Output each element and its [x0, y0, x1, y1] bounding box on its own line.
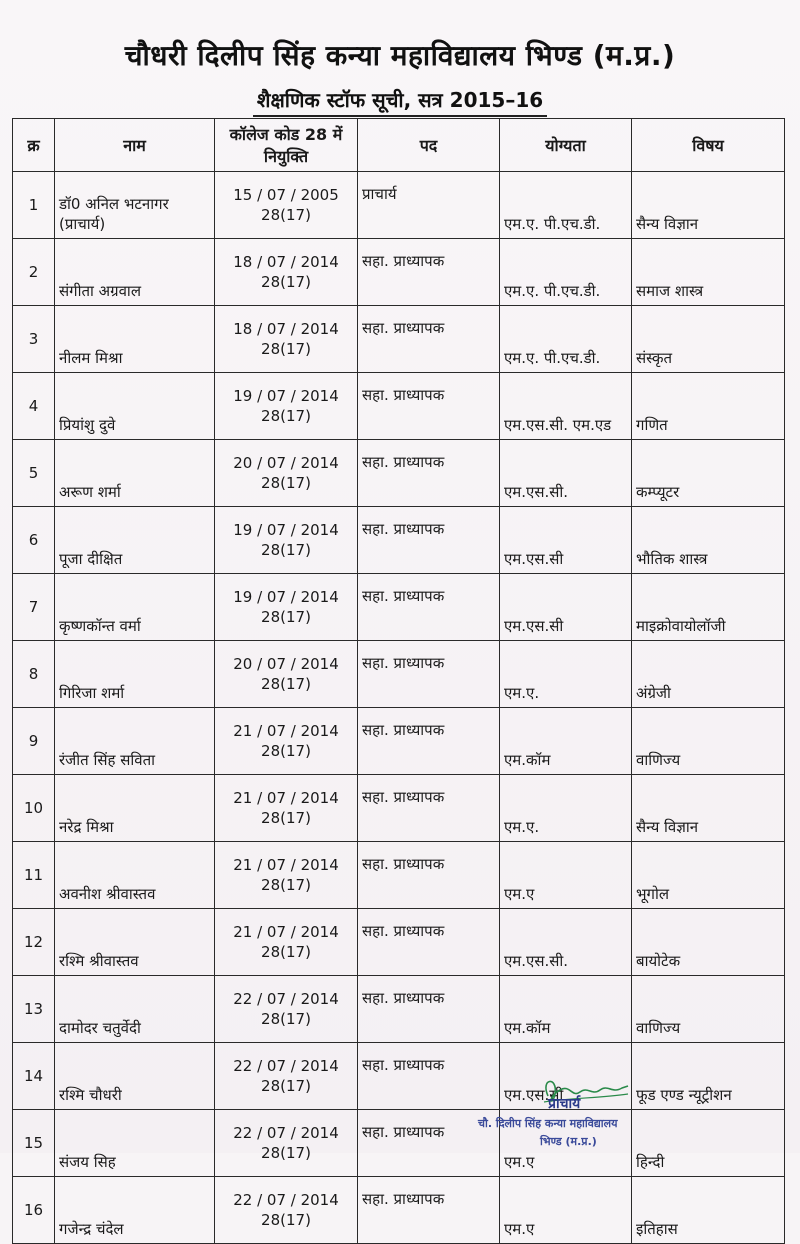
appointment-date: 18 / 07 / 2014 [233, 320, 339, 338]
cell-post: सहा. प्राध्यापक [358, 440, 500, 507]
cell-appointment [215, 1043, 358, 1110]
cell-subject: संस्कृत [632, 306, 785, 373]
signature-label: प्राचार्य [548, 1096, 581, 1112]
cell-name: दामोदर चतुर्वेदी [55, 976, 215, 1043]
cell-subject: हिन्दी [632, 1110, 785, 1177]
college-code: 28(17) [261, 608, 311, 626]
table-row [13, 172, 785, 239]
cell-serial: 14 [13, 1043, 55, 1110]
cell-qualification: एम.ए [500, 842, 632, 909]
cell-post: सहा. प्राध्यापक [358, 1043, 500, 1110]
cell-name: गजेन्द्र चंदेल [55, 1177, 215, 1244]
table-row [13, 574, 785, 641]
cell-qualification: एम.ए. पी.एच.डी. [500, 306, 632, 373]
college-code: 28(17) [261, 1077, 311, 1095]
cell-subject: समाज शास्त्र [632, 239, 785, 306]
header-post: पद [358, 119, 500, 172]
cell-qualification: एम.ए. पी.एच.डी. [500, 172, 632, 239]
cell-name: अवनीश श्रीवास्तव [55, 842, 215, 909]
cell-name: कृष्णकॉन्त वर्मा [55, 574, 215, 641]
cell-post: सहा. प्राध्यापक [358, 507, 500, 574]
college-code: 28(17) [261, 340, 311, 358]
college-code: 28(17) [261, 407, 311, 425]
cell-serial: 2 [13, 239, 55, 306]
cell-appointment [215, 842, 358, 909]
table-row [13, 507, 785, 574]
cell-qualification: एम.एस.सी. एम.एड [500, 373, 632, 440]
appointment-date: 22 / 07 / 2014 [233, 1124, 339, 1142]
cell-serial: 8 [13, 641, 55, 708]
table-row [13, 976, 785, 1043]
cell-qualification: एम.एस.सी. [500, 440, 632, 507]
appointment-date: 19 / 07 / 2014 [233, 588, 339, 606]
table-row [13, 440, 785, 507]
cell-serial: 1 [13, 172, 55, 239]
cell-serial: 15 [13, 1110, 55, 1177]
cell-name: प्रियांशु दुवे [55, 373, 215, 440]
cell-name: डॉ0 अनिल भटनागर (प्राचार्य) [55, 172, 215, 239]
cell-serial: 6 [13, 507, 55, 574]
appointment-date: 22 / 07 / 2014 [233, 1057, 339, 1075]
cell-qualification: एम.कॉम [500, 976, 632, 1043]
cell-name: अरूण शर्मा [55, 440, 215, 507]
table-row [13, 1177, 785, 1244]
appointment-date: 22 / 07 / 2014 [233, 990, 339, 1008]
cell-name: गिरिजा शर्मा [55, 641, 215, 708]
cell-qualification: एम.एस.सी [500, 507, 632, 574]
cell-appointment [215, 775, 358, 842]
college-code: 28(17) [261, 742, 311, 760]
cell-qualification: एम.कॉम [500, 708, 632, 775]
cell-qualification: एम.ए [500, 1110, 632, 1177]
cell-qualification: एम.ए. [500, 641, 632, 708]
college-code: 28(17) [261, 273, 311, 291]
college-code: 28(17) [261, 541, 311, 559]
table-row [13, 708, 785, 775]
college-code: 28(17) [261, 1144, 311, 1162]
cell-name: रश्मि श्रीवास्तव [55, 909, 215, 976]
cell-serial: 16 [13, 1177, 55, 1244]
cell-serial: 5 [13, 440, 55, 507]
appointment-date: 21 / 07 / 2014 [233, 722, 339, 740]
cell-name: नरेद्र मिश्रा [55, 775, 215, 842]
header-qualification: योग्यता [500, 119, 632, 172]
cell-subject: कम्प्यूटर [632, 440, 785, 507]
cell-subject: भूगोल [632, 842, 785, 909]
cell-qualification: एम.ए [500, 1177, 632, 1244]
cell-subject: भौतिक शास्त्र [632, 507, 785, 574]
appointment-date: 15 / 07 / 2005 [233, 186, 339, 204]
cell-appointment [215, 909, 358, 976]
cell-appointment [215, 976, 358, 1043]
cell-qualification: एम.एस.सी [500, 1043, 632, 1110]
appointment-date: 22 / 07 / 2014 [233, 1191, 339, 1209]
cell-qualification: एम.ए. पी.एच.डी. [500, 239, 632, 306]
cell-post: प्राचार्य [358, 172, 500, 239]
cell-name: रंजीत सिंह सविता [55, 708, 215, 775]
appointment-date: 20 / 07 / 2014 [233, 454, 339, 472]
cell-serial: 4 [13, 373, 55, 440]
table-row [13, 641, 785, 708]
cell-qualification: एम.एस.सी [500, 574, 632, 641]
table-row [13, 775, 785, 842]
cell-post: सहा. प्राध्यापक [358, 1110, 500, 1177]
cell-post: सहा. प्राध्यापक [358, 976, 500, 1043]
table-row [13, 842, 785, 909]
cell-post: सहा. प्राध्यापक [358, 708, 500, 775]
cell-subject: सैन्य विज्ञान [632, 172, 785, 239]
cell-appointment [215, 574, 358, 641]
cell-appointment [215, 373, 358, 440]
stamp-line-2: भिण्ड (म.प्र.) [540, 1135, 597, 1148]
cell-subject: वाणिज्य [632, 976, 785, 1043]
cell-appointment [215, 507, 358, 574]
cell-name: संजय सिह [55, 1110, 215, 1177]
cell-post: सहा. प्राध्यापक [358, 574, 500, 641]
cell-serial: 12 [13, 909, 55, 976]
cell-subject: फूड एण्ड न्यूट्रीशन [632, 1043, 785, 1110]
cell-appointment [215, 172, 358, 239]
college-code: 28(17) [261, 943, 311, 961]
cell-appointment [215, 641, 358, 708]
table-row [13, 239, 785, 306]
table-row [13, 373, 785, 440]
cell-appointment [215, 708, 358, 775]
college-code: 28(17) [261, 876, 311, 894]
cell-serial: 13 [13, 976, 55, 1043]
cell-post: सहा. प्राध्यापक [358, 239, 500, 306]
table-row [13, 306, 785, 373]
cell-post: सहा. प्राध्यापक [358, 641, 500, 708]
cell-name: नीलम मिश्रा [55, 306, 215, 373]
college-code: 28(17) [261, 809, 311, 827]
header-appointment: कॉलेज कोड 28 में नियुक्ति [215, 119, 358, 172]
cell-appointment [215, 239, 358, 306]
cell-serial: 3 [13, 306, 55, 373]
cell-subject: वाणिज्य [632, 708, 785, 775]
cell-post: सहा. प्राध्यापक [358, 306, 500, 373]
cell-appointment [215, 440, 358, 507]
appointment-date: 19 / 07 / 2014 [233, 521, 339, 539]
college-code: 28(17) [261, 206, 311, 224]
cell-post: सहा. प्राध्यापक [358, 909, 500, 976]
cell-name: पूजा दीक्षित [55, 507, 215, 574]
appointment-date: 21 / 07 / 2014 [233, 856, 339, 874]
cell-appointment [215, 306, 358, 373]
header-subject: विषय [632, 119, 785, 172]
subtitle-text: शैक्षणिक स्टॉफ सूची, सत्र 2015–16 [253, 86, 547, 117]
cell-name: रश्मि चौधरी [55, 1043, 215, 1110]
cell-appointment [215, 1110, 358, 1177]
appointment-date: 20 / 07 / 2014 [233, 655, 339, 673]
cell-qualification: एम.एस.सी. [500, 909, 632, 976]
cell-subject: बायोटेक [632, 909, 785, 976]
appointment-date: 18 / 07 / 2014 [233, 253, 339, 271]
cell-subject: इतिहास [632, 1177, 785, 1244]
appointment-date: 21 / 07 / 2014 [233, 789, 339, 807]
college-title: चौधरी दिलीप सिंह कन्या महाविद्यालय भिण्ड (म.प्र.) [124, 39, 676, 72]
cell-serial: 9 [13, 708, 55, 775]
stamp-line-1: चौ. दिलीप सिंह कन्या महाविद्यालय [478, 1117, 618, 1130]
list-subtitle [0, 86, 800, 117]
cell-serial: 7 [13, 574, 55, 641]
cell-serial: 11 [13, 842, 55, 909]
cell-serial: 10 [13, 775, 55, 842]
cell-post: सहा. प्राध्यापक [358, 1177, 500, 1244]
header-name: नाम [55, 119, 215, 172]
appointment-date: 19 / 07 / 2014 [233, 387, 339, 405]
cell-post: सहा. प्राध्यापक [358, 373, 500, 440]
cell-subject: माइक्रोवायोलॉजी [632, 574, 785, 641]
table-row [13, 909, 785, 976]
cell-subject: सैन्य विज्ञान [632, 775, 785, 842]
appointment-date: 21 / 07 / 2014 [233, 923, 339, 941]
college-code: 28(17) [261, 474, 311, 492]
cell-name: संगीता अग्रवाल [55, 239, 215, 306]
cell-qualification: एम.ए. [500, 775, 632, 842]
college-code: 28(17) [261, 1010, 311, 1028]
college-code: 28(17) [261, 675, 311, 693]
header-serial: क्र [13, 119, 55, 172]
cell-post: सहा. प्राध्यापक [358, 842, 500, 909]
cell-post: सहा. प्राध्यापक [358, 775, 500, 842]
cell-subject: गणित [632, 373, 785, 440]
table-header-row [13, 119, 785, 172]
cell-subject: अंग्रेजी [632, 641, 785, 708]
cell-appointment [215, 1177, 358, 1244]
college-code: 28(17) [261, 1211, 311, 1229]
